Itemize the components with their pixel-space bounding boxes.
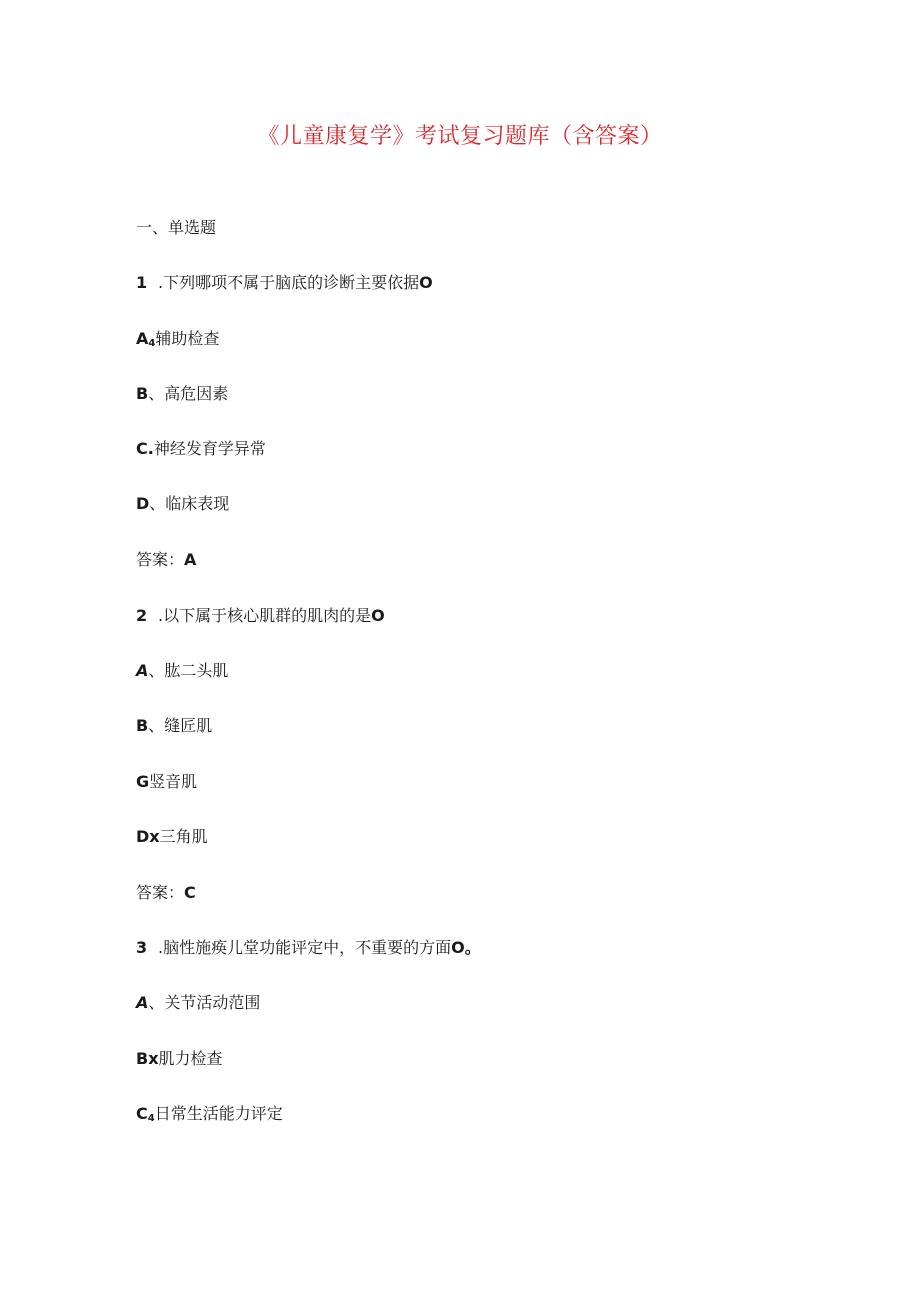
option-1a: [136, 327, 219, 356]
answer-2: [136, 881, 196, 905]
question-number: 3: [136, 938, 148, 957]
section-heading: 一、单选题: [136, 218, 217, 237]
option-2d: [136, 825, 208, 849]
option-separator: 、: [149, 494, 166, 513]
option-text: 竖音肌: [149, 772, 198, 791]
question-tail: O: [419, 273, 433, 292]
option-text: 三角肌: [159, 827, 208, 846]
question-tail: O: [371, 606, 385, 625]
question-1: [136, 271, 433, 295]
question-number: 2: [136, 606, 148, 625]
option-2a: [136, 659, 228, 683]
option-subscript: 4: [148, 338, 156, 349]
option-3c: [136, 1102, 283, 1131]
question-tail: O。: [451, 938, 481, 957]
question-text: .以下属于核心肌群的肌肉的是: [158, 606, 372, 625]
answer-label: 答案：: [136, 883, 185, 902]
option-subscript: 4: [147, 1113, 155, 1124]
option-separator: 、: [148, 716, 165, 735]
question-number: 1: [136, 273, 148, 292]
question-3: [136, 936, 481, 960]
option-text: 肱二头肌: [164, 661, 229, 680]
answer-label: 答案：: [136, 550, 185, 569]
option-letter: B: [136, 384, 149, 403]
option-letter: G: [136, 772, 150, 791]
option-3b: [136, 1047, 223, 1071]
option-text: 辅助检查: [155, 329, 220, 348]
option-1c: [136, 437, 266, 461]
option-letter: A: [136, 329, 149, 348]
option-2b: [136, 714, 212, 738]
option-letter: Bx: [136, 1049, 159, 1068]
question-text: .下列哪项不属于脑底的诊断主要依据: [158, 273, 420, 292]
document-title: 《儿童康复学》考试复习题库（含答案）: [257, 124, 663, 149]
option-text: 临床表现: [165, 494, 230, 513]
option-3a: [136, 991, 260, 1015]
option-letter: C: [136, 1104, 148, 1123]
option-letter: A: [136, 993, 149, 1012]
option-letter: A: [136, 661, 149, 680]
option-separator: 、: [148, 993, 165, 1012]
option-text: 肌力检查: [158, 1049, 223, 1068]
option-1d: [136, 492, 229, 516]
option-letter: B: [136, 716, 149, 735]
answer-value: A: [184, 550, 197, 569]
option-text: 神经发育学异常: [153, 439, 266, 458]
option-letter: C.: [136, 439, 154, 458]
answer-1: [136, 548, 196, 572]
option-text: 缝匠肌: [164, 716, 213, 735]
option-letter: D: [136, 494, 150, 513]
option-separator: 、: [148, 661, 165, 680]
option-letter: Dx: [136, 827, 160, 846]
option-1b: [136, 382, 228, 406]
option-text: 日常生活能力评定: [154, 1104, 283, 1123]
option-text: 高危因素: [164, 384, 229, 403]
question-text: .脑性施痪儿堂功能评定中，不重要的方面: [158, 938, 452, 957]
option-separator: 、: [148, 384, 165, 403]
question-2: [136, 604, 385, 628]
option-text: 关节活动范围: [164, 993, 261, 1012]
option-2c: [136, 770, 197, 794]
answer-value: C: [184, 883, 196, 902]
